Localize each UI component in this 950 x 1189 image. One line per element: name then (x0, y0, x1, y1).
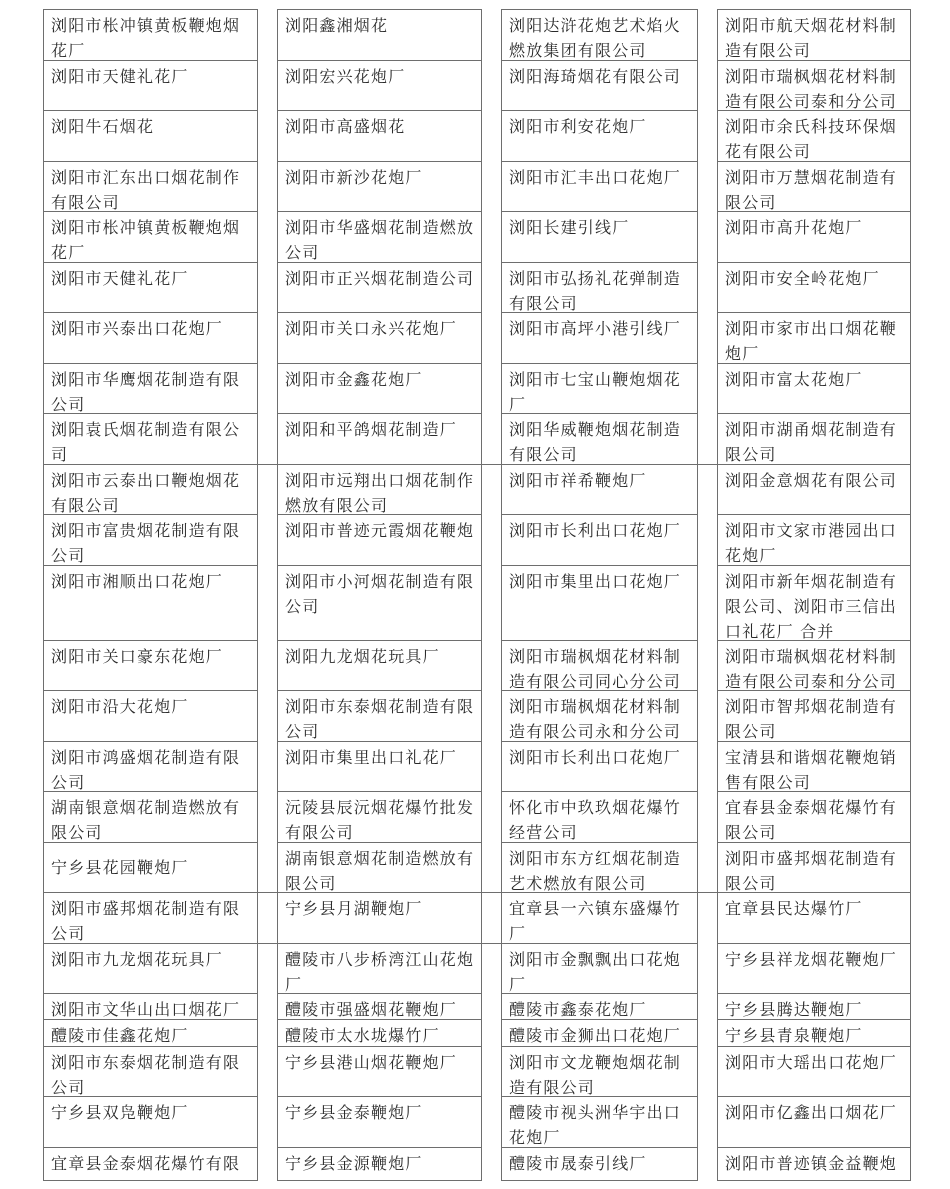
table-cell: 浏阳市鸿盛烟花制造有限公司 (43, 741, 258, 792)
table-cell: 浏阳市大瑶出口花炮厂 (717, 1046, 911, 1097)
table-cell: 宁乡县金泰鞭炮厂 (277, 1096, 482, 1148)
table-cell: 浏阳达浒花炮艺术焰火燃放集团有限公司 (501, 9, 698, 61)
table-cell: 醴陵市八步桥湾江山花炮厂 (277, 943, 482, 994)
table-cell: 浏阳市湘顺出口花炮厂 (43, 565, 258, 641)
gap-rule (481, 464, 502, 465)
table-cell: 浏阳市云泰出口鞭炮烟花有限公司 (43, 464, 258, 515)
table-cell: 宜春县金泰烟花爆竹有限公司 (717, 791, 911, 843)
table-cell: 浏阳市瑞枫烟花材料制造有限公司泰和分公司 (717, 60, 911, 111)
table-cell: 浏阳市东泰烟花制造有限公司 (277, 690, 482, 742)
table-cell: 宜章县民达爆竹厂 (717, 892, 911, 944)
table-cell: 浏阳九龙烟花玩具厂 (277, 640, 482, 691)
column-gap (257, 9, 278, 1180)
table-cell: 浏阳市集里出口礼花厂 (277, 741, 482, 792)
table-cell: 宁乡县祥龙烟花鞭炮厂 (717, 943, 911, 994)
table-cell: 湖南银意烟花制造燃放有限公司 (43, 791, 258, 843)
table-cell: 浏阳市新年烟花制造有限公司、浏阳市三信出口礼花厂 合并 (717, 565, 911, 641)
table-cell: 浏阳市家市出口烟花鞭炮厂 (717, 312, 911, 364)
table-cell: 醴陵市鑫泰花炮厂 (501, 993, 698, 1020)
table-cell: 浏阳市高盛烟花 (277, 110, 482, 162)
table-cell: 浏阳市枨冲镇黄板鞭炮烟花厂 (43, 9, 258, 61)
table-cell: 宁乡县花园鞭炮厂 (43, 842, 258, 893)
table-cell: 浏阳市安全岭花炮厂 (717, 262, 911, 313)
table-cell: 浏阳市文华山出口烟花厂 (43, 993, 258, 1020)
table-cell: 浏阳市高坪小港引线厂 (501, 312, 698, 364)
table-cell: 浏阳市远翔出口烟花制作燃放有限公司 (277, 464, 482, 515)
table-cell: 浏阳市智邦烟花制造有限公司 (717, 690, 911, 742)
table-cell: 浏阳市瑞枫烟花材料制造有限公司永和分公司 (501, 690, 698, 742)
table-cell: 浏阳市盛邦烟花制造有限公司 (43, 892, 258, 944)
table-cell: 浏阳市长利出口花炮厂 (501, 514, 698, 566)
table-cell: 浏阳市万慧烟花制造有限公司 (717, 161, 911, 212)
table-cell: 浏阳市祥希鞭炮厂 (501, 464, 698, 515)
table-cell: 宝清县和谐烟花鞭炮销售有限公司 (717, 741, 911, 792)
table-cell: 浏阳长建引线厂 (501, 211, 698, 263)
table-cell: 浏阳市兴泰出口花炮厂 (43, 312, 258, 364)
table-cell: 浏阳市新沙花炮厂 (277, 161, 482, 212)
table-cell: 浏阳市金鑫花炮厂 (277, 363, 482, 414)
table-cell: 浏阳市华鹰烟花制造有限公司 (43, 363, 258, 414)
gap-rule (697, 464, 718, 465)
table-cell: 浏阳市普迹元霞烟花鞭炮 (277, 514, 482, 566)
table-cell: 浏阳市文家市港园出口花炮厂 (717, 514, 911, 566)
table-cell: 浏阳市余氏科技环保烟花有限公司 (717, 110, 911, 162)
table-cell: 浏阳海琦烟花有限公司 (501, 60, 698, 111)
table-cell: 浏阳市沿大花炮厂 (43, 690, 258, 742)
table-cell: 宁乡县青泉鞭炮厂 (717, 1019, 911, 1047)
table-cell: 醴陵市金狮出口花炮厂 (501, 1019, 698, 1047)
table-cell: 浏阳市利安花炮厂 (501, 110, 698, 162)
table-cell: 醴陵市太水垅爆竹厂 (277, 1019, 482, 1047)
table-cell: 浏阳市长利出口花炮厂 (501, 741, 698, 792)
table-cell: 醴陵市佳鑫花炮厂 (43, 1019, 258, 1047)
table-cell: 醴陵市强盛烟花鞭炮厂 (277, 993, 482, 1020)
table-cell: 浏阳市天健礼花厂 (43, 262, 258, 313)
table-cell: 浏阳市汇丰出口花炮厂 (501, 161, 698, 212)
table-cell: 醴陵市晟泰引线厂 (501, 1147, 698, 1181)
table-cell: 浏阳市湖甬烟花制造有限公司 (717, 413, 911, 465)
column-gap (481, 9, 502, 1180)
table-cell: 浏阳市关口豪东花炮厂 (43, 640, 258, 691)
table-cell: 宜章县一六镇东盛爆竹厂 (501, 892, 698, 944)
table-cell: 浏阳市航天烟花材料制造有限公司 (717, 9, 911, 61)
table-cell: 浏阳市弘扬礼花弹制造有限公司 (501, 262, 698, 313)
table-cell: 浏阳市东方红烟花制造艺术燃放有限公司 (501, 842, 698, 893)
table-cell: 宁乡县港山烟花鞭炮厂 (277, 1046, 482, 1097)
gap-rule (257, 892, 278, 893)
table-cell: 宁乡县月湖鞭炮厂 (277, 892, 482, 944)
table-cell: 浏阳袁氏烟花制造有限公司 (43, 413, 258, 465)
gap-rule (257, 464, 278, 465)
gap-rule (257, 943, 278, 944)
table-cell: 浏阳市华盛烟花制造燃放公司 (277, 211, 482, 263)
table-cell: 浏阳市富贵烟花制造有限公司 (43, 514, 258, 566)
gap-rule (697, 892, 718, 893)
table-cell: 浏阳市九龙烟花玩具厂 (43, 943, 258, 994)
table-cell: 浏阳市普迹镇金益鞭炮 (717, 1147, 911, 1181)
table-cell: 浏阳市瑞枫烟花材料制造有限公司泰和分公司 (717, 640, 911, 691)
gap-rule (481, 943, 502, 944)
table-cell: 浏阳市枨冲镇黄板鞭炮烟花厂 (43, 211, 258, 263)
table-cell: 宜章县金泰烟花爆竹有限 (43, 1147, 258, 1181)
table-cell: 浏阳市瑞枫烟花材料制造有限公司同心分公司 (501, 640, 698, 691)
table-cell: 浏阳牛石烟花 (43, 110, 258, 162)
table-cell: 浏阳市正兴烟花制造公司 (277, 262, 482, 313)
table-cell: 宁乡县腾达鞭炮厂 (717, 993, 911, 1020)
table-cell: 浏阳华威鞭炮烟花制造有限公司 (501, 413, 698, 465)
table-cell: 浏阳市集里出口花炮厂 (501, 565, 698, 641)
table-cell: 浏阳市汇东出口烟花制作有限公司 (43, 161, 258, 212)
table-cell: 浏阳市金飘飘出口花炮厂 (501, 943, 698, 994)
table-cell: 浏阳市富太花炮厂 (717, 363, 911, 414)
table-cell: 浏阳市亿鑫出口烟花厂 (717, 1096, 911, 1148)
table-cell: 浏阳市小河烟花制造有限公司 (277, 565, 482, 641)
table-cell: 湖南银意烟花制造燃放有限公司 (277, 842, 482, 893)
gap-rule (481, 892, 502, 893)
table-cell: 浏阳宏兴花炮厂 (277, 60, 482, 111)
column-gap (697, 9, 718, 1180)
table-cell: 宁乡县双凫鞭炮厂 (43, 1096, 258, 1148)
table-cell: 浏阳市七宝山鞭炮烟花厂 (501, 363, 698, 414)
table-cell: 浏阳市天健礼花厂 (43, 60, 258, 111)
table-cell: 浏阳市东泰烟花制造有限公司 (43, 1046, 258, 1097)
table-cell: 浏阳和平鸽烟花制造厂 (277, 413, 482, 465)
table-cell: 浏阳金意烟花有限公司 (717, 464, 911, 515)
table-cell: 浏阳鑫湘烟花 (277, 9, 482, 61)
table-cell: 宁乡县金源鞭炮厂 (277, 1147, 482, 1181)
table-cell: 浏阳市关口永兴花炮厂 (277, 312, 482, 364)
table-cell: 浏阳市文龙鞭炮烟花制造有限公司 (501, 1046, 698, 1097)
table-cell: 浏阳市盛邦烟花制造有限公司 (717, 842, 911, 893)
table-cell: 浏阳市高升花炮厂 (717, 211, 911, 263)
table-cell: 醴陵市视头洲华宇出口花炮厂 (501, 1096, 698, 1148)
table-cell: 沅陵县辰沅烟花爆竹批发有限公司 (277, 791, 482, 843)
table-cell: 怀化市中玖玖烟花爆竹经营公司 (501, 791, 698, 843)
